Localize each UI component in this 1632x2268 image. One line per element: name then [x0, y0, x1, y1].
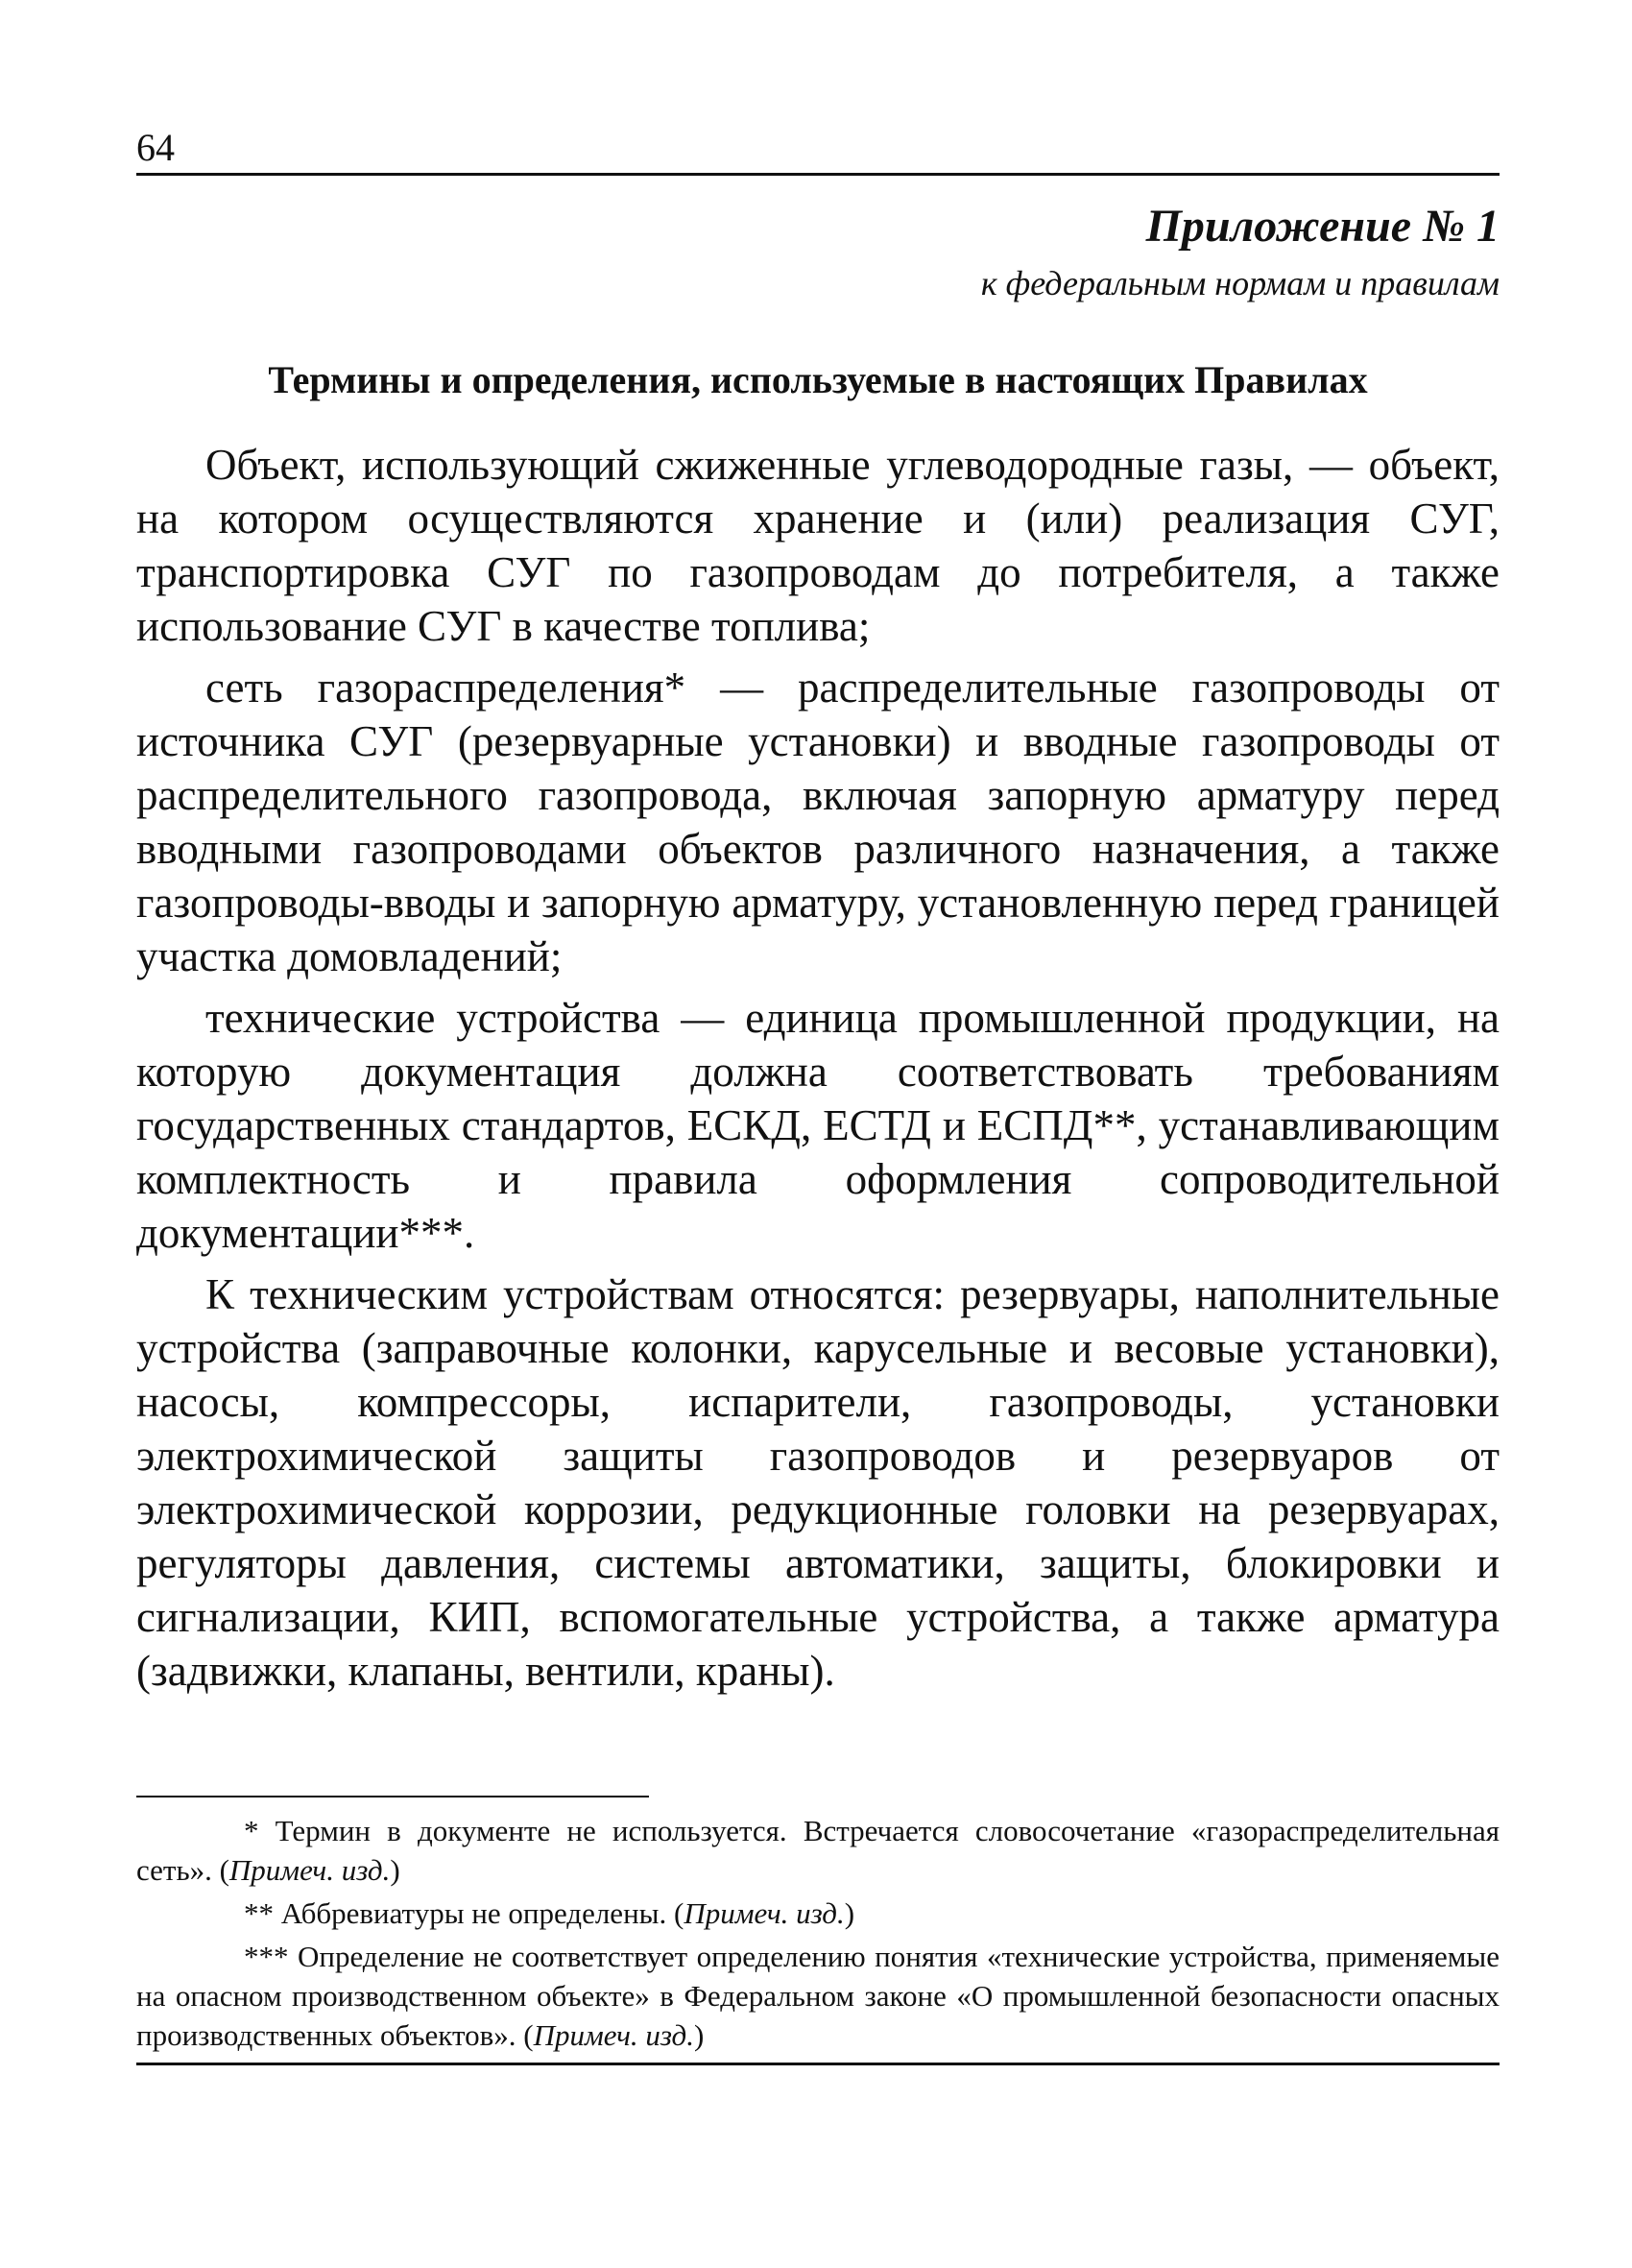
paragraph-gas-network: сеть газораспределения* — распределительные газопроводы от источника СУГ (резервуарные установки) и вводные газопроводы от распределительного газопровода, включая запорную арматуру перед вводными газопроводами объектов различного назначения, а также газопроводы-вводы и запорную арматуру, установленную перед границей участка домовладений;: [136, 664, 1500, 980]
footnote-2-text: ** Аббревиатуры не определены. (: [244, 1896, 684, 1930]
paragraph-technical-devices: технические устройства — единица промышленной продукции, на которую документация должна соответствовать требованиям государственных стандартов, ЕСКД, ЕСТД и ЕСПД**, устанавливающим комплектность и правила оформления сопроводительной документации***.: [136, 994, 1500, 1257]
footnote-1-text: * Термин в документе не используется. Встречается словосочетание «газораспределительная сеть». (: [136, 1814, 1500, 1887]
appendix-title: Приложение № 1: [1145, 201, 1500, 252]
section-heading: Термины и определения, используемые в настоящих Правилах: [268, 358, 1368, 401]
page-number: 64: [136, 126, 175, 169]
footnote-2-close: ): [844, 1896, 855, 1930]
header-rule: [136, 173, 1500, 176]
footnote-3-ref: Примеч. изд.: [533, 2018, 694, 2052]
paragraph-lpg-facility: Объект, использующий сжиженные углеводородные газы, — объект, на котором осуществляются хранение и (или) реализация СУГ, транспортировка СУГ по газопроводам до потребителя, а также использование СУГ в качестве топлива;: [136, 441, 1500, 650]
footnote-1: [136, 1811, 1500, 1890]
footer-rule: [136, 2063, 1500, 2065]
footnote-3: [136, 1937, 1500, 2055]
footnote-separator: [136, 1796, 649, 1798]
footnote-2: [136, 1894, 1500, 1933]
body-text: [136, 438, 1500, 1705]
footnotes: [136, 1811, 1500, 2059]
footnote-3-text: *** Определение не соответствует определению понятия «технические устройства, применяемые на опасном производственном объекте» в Федеральном законе «О промышленной безопасности опасных производственных объектов». (: [136, 1940, 1500, 2052]
footnote-3-close: ): [694, 2018, 705, 2052]
paragraph-device-list: К техническим устройствам относятся: резервуары, наполнительные устройства (заправочные колонки, карусельные и весовые установки), насосы, компрессоры, испарители, газопроводы, установки электрохимической защиты газопроводов и резервуаров от электрохимической коррозии, редукционные головки на резервуарах, регуляторы давления, системы автоматики, защиты, блокировки и сигнализации, КИП, вспомогательные устройства, а также арматура (задвижки, клапаны, вентили, краны).: [136, 1270, 1500, 1695]
appendix-subtitle: к федеральным нормам и правилам: [980, 264, 1500, 302]
footnote-2-ref: Примеч. изд.: [684, 1896, 845, 1930]
footnote-1-ref: Примеч. изд.: [228, 1853, 391, 1887]
footnote-1-close: ): [390, 1853, 400, 1887]
